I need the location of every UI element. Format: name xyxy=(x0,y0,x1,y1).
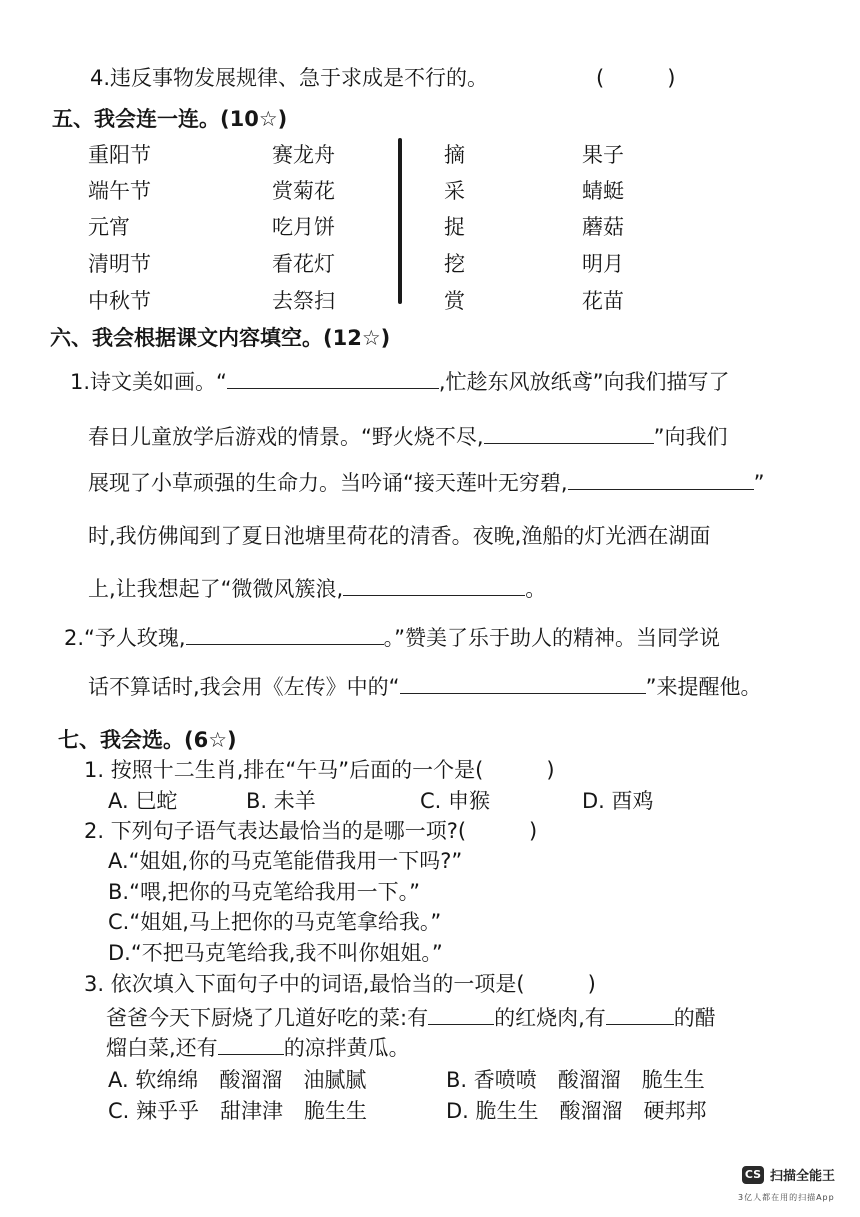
section6-heading: 六、我会根据课文内容填空。(12☆) xyxy=(50,326,391,350)
q1-option-c[interactable]: C. 申猴 xyxy=(420,789,491,813)
fill-line-5 xyxy=(88,573,546,603)
column-divider xyxy=(398,138,402,304)
col2-item-4: 去祭扫 xyxy=(272,289,335,313)
answer-blank[interactable] xyxy=(227,366,439,389)
fill-line-2 xyxy=(88,421,727,451)
fill-line-6 xyxy=(64,622,720,652)
col3-item-1: 采 xyxy=(444,179,465,203)
q3-stem: 3. 依次填入下面句子中的词语,最恰当的一项是( ) xyxy=(84,972,596,996)
q3-option-a[interactable]: A. 软绵绵 酸溜溜 油腻腻 xyxy=(108,1068,367,1092)
col4-item-0: 果子 xyxy=(582,143,624,167)
fill-text: ”来提醒他。 xyxy=(645,675,762,700)
section7-heading: 七、我会选。(6☆) xyxy=(58,728,237,752)
q2-option-d[interactable]: D.“不把马克笔给我,我不叫你姐姐。” xyxy=(108,941,443,965)
col3-item-4: 赏 xyxy=(444,289,465,313)
q3-sentence-line2 xyxy=(106,1032,410,1062)
q2-stem: 2. 下列句子语气表达最恰当的是哪一项?( ) xyxy=(84,819,538,843)
col4-item-2: 蘑菇 xyxy=(582,215,624,239)
fill-text: 上,让我想起了“微微风簇浪, xyxy=(88,577,344,602)
scanner-app-tagline: 3亿人都在用的扫描App xyxy=(738,1193,835,1202)
answer-blank[interactable] xyxy=(568,467,754,490)
q3-text: 的凉拌黄瓜。 xyxy=(283,1036,410,1061)
q1-stem: 1. 按照十二生肖,排在“午马”后面的一个是( ) xyxy=(84,758,555,782)
col2-item-3: 看花灯 xyxy=(272,252,335,276)
col1-item-4: 中秋节 xyxy=(88,289,151,313)
fill-line-1 xyxy=(70,366,729,396)
answer-blank[interactable] xyxy=(400,671,646,694)
answer-blank[interactable] xyxy=(606,1002,674,1025)
col4-item-1: 蜻蜓 xyxy=(582,179,624,203)
answer-blank[interactable] xyxy=(218,1032,284,1055)
fill-text: 。”赞美了乐于助人的精神。当同学说 xyxy=(383,626,720,651)
fill-text: 展现了小草顽强的生命力。当吟诵“接天莲叶无穷碧, xyxy=(88,471,568,496)
fill-text: ,忙趁东风放纸鸢”向我们描写了 xyxy=(438,370,730,395)
q3-text: 的红烧肉,有 xyxy=(494,1006,606,1031)
col2-item-1: 赏菊花 xyxy=(272,179,335,203)
col3-item-0: 摘 xyxy=(444,143,465,167)
col1-item-1: 端午节 xyxy=(88,179,151,203)
q3-option-d[interactable]: D. 脆生生 酸溜溜 硬邦邦 xyxy=(446,1099,707,1123)
q3-sentence-line1 xyxy=(106,1002,716,1032)
col4-item-4: 花苗 xyxy=(582,289,624,313)
fill-text: 春日儿童放学后游戏的情景。“野火烧不尽, xyxy=(88,425,484,450)
q1-option-b[interactable]: B. 未羊 xyxy=(246,789,316,813)
q3-option-c[interactable]: C. 辣乎乎 甜津津 脆生生 xyxy=(108,1099,368,1123)
scanner-logo-icon: CS xyxy=(742,1166,764,1184)
fill-text: 2.“予人玫瑰, xyxy=(64,626,186,651)
fill-text: ” xyxy=(753,471,765,496)
scanner-app-name: 扫描全能王 xyxy=(770,1169,836,1184)
col1-item-0: 重阳节 xyxy=(88,143,151,167)
fill-text: 1.诗文美如画。“ xyxy=(70,370,227,395)
q3-text: 熘白菜,还有 xyxy=(106,1036,218,1061)
q1-option-a[interactable]: A. 巳蛇 xyxy=(108,789,178,813)
fill-line-4: 时,我仿佛闻到了夏日池塘里荷花的清香。夜晚,渔船的灯光洒在湖面 xyxy=(88,524,711,548)
fill-line-3 xyxy=(88,467,764,497)
col4-item-3: 明月 xyxy=(582,252,624,276)
q2-option-a[interactable]: A.“姐姐,你的马克笔能借我用一下吗?” xyxy=(108,849,463,873)
col3-item-2: 捉 xyxy=(444,215,465,239)
q1-option-d[interactable]: D. 酉鸡 xyxy=(582,789,654,813)
fill-line-7 xyxy=(88,671,761,701)
q2-option-b[interactable]: B.“喂,把你的马克笔给我用一下。” xyxy=(108,880,421,904)
q3-text: 的醋 xyxy=(673,1006,716,1031)
fill-text: ”向我们 xyxy=(653,425,728,450)
answer-blank[interactable] xyxy=(343,573,525,596)
fill-text: 话不算话时,我会用《左传》中的“ xyxy=(88,675,400,700)
q2-option-c[interactable]: C.“姐姐,马上把你的马克笔拿给我。” xyxy=(108,910,442,934)
q4-paren: ( ) xyxy=(596,66,676,90)
col1-item-3: 清明节 xyxy=(88,252,151,276)
answer-blank[interactable] xyxy=(186,622,384,645)
col2-item-2: 吃月饼 xyxy=(272,215,335,239)
fill-text: 。 xyxy=(525,577,547,602)
q4-text: 4.违反事物发展规律、急于求成是不行的。 xyxy=(90,66,489,90)
q3-option-b[interactable]: B. 香喷喷 酸溜溜 脆生生 xyxy=(446,1068,705,1092)
col3-item-3: 挖 xyxy=(444,252,465,276)
col2-item-0: 赛龙舟 xyxy=(272,143,335,167)
q3-text: 爸爸今天下厨烧了几道好吃的菜:有 xyxy=(106,1006,429,1031)
section5-heading: 五、我会连一连。(10☆) xyxy=(52,107,288,131)
col1-item-2: 元宵 xyxy=(88,215,130,239)
answer-blank[interactable] xyxy=(484,421,654,444)
answer-blank[interactable] xyxy=(428,1002,494,1025)
